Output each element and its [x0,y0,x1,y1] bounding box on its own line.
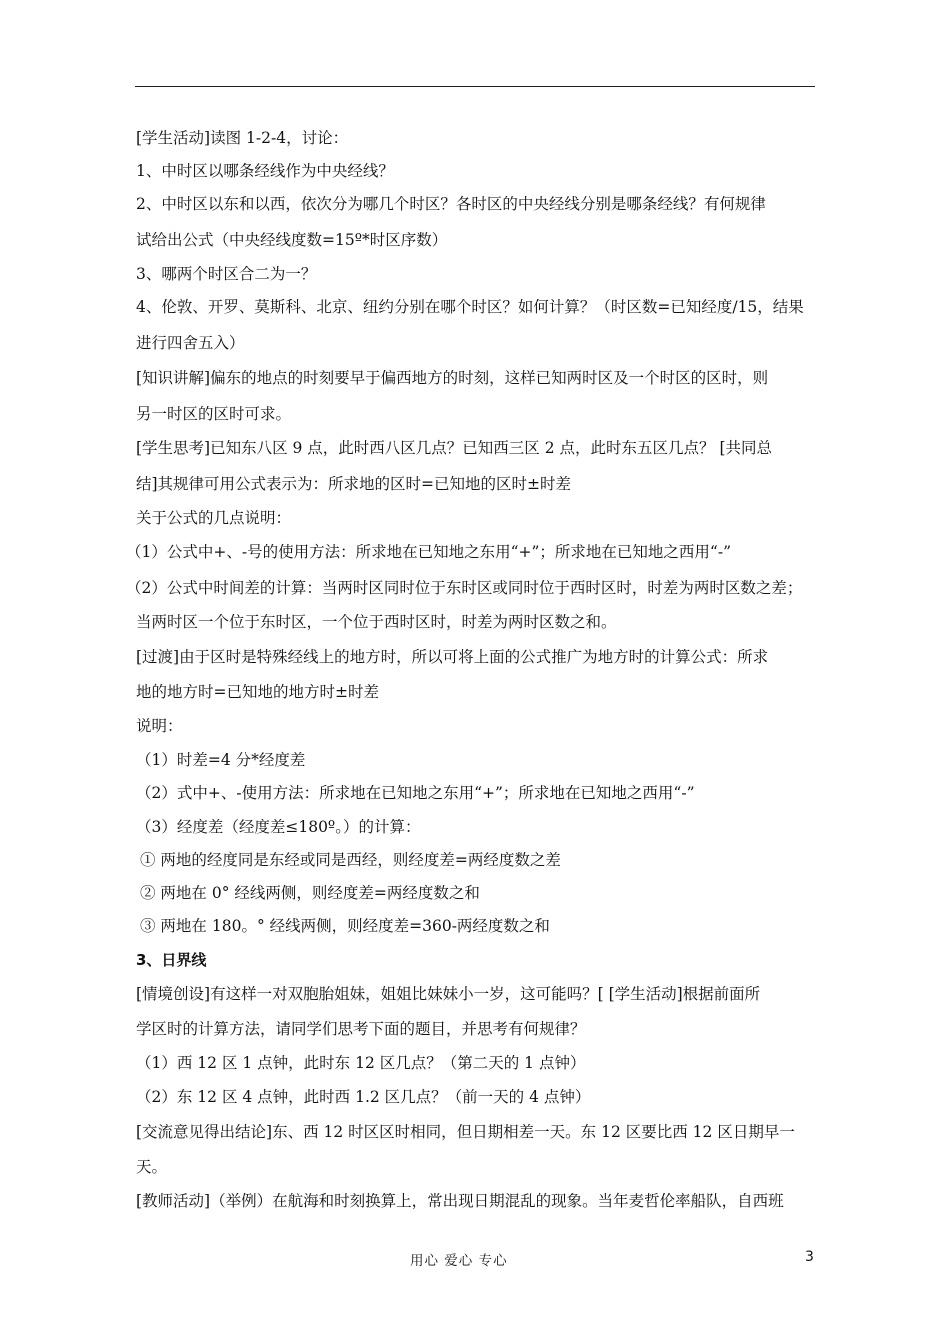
text-line: 试给出公式（中央经线度数=15º*时区序数） [136,231,448,249]
page-number: 3 [805,1249,814,1265]
text-line: [学生活动]读图 1-2-4，讨论： [136,129,349,147]
header-rule [135,86,815,87]
text-line: 当两时区一个位于东时区，一个位于西时区时，时差为两时区数之和。 [136,613,617,631]
text-line: （3）经度差（经度差≤180º。）的计算： [136,818,421,836]
text-line: 学区时的计算方法，请同学们思考下面的题目，并思考有何规律？ [136,1020,586,1038]
text-line: （1）时差=4 分*经度差 [136,751,306,769]
text-line: 4、伦敦、开罗、莫斯科、北京、纽约分别在哪个时区？如何计算？（时区数=已知经度/15，结果 [136,298,804,316]
text-line: [教师活动]（举例）在航海和时刻换算上，常出现日期混乱的现象。当年麦哲伦率船队，自西班 [136,1192,784,1210]
text-line: [过渡]由于区时是特殊经线上的地方时，所以可将上面的公式推广为地方时的计算公式：所求 [136,648,769,666]
text-line: 说明： [136,717,183,735]
text-line: 关于公式的几点说明： [136,509,292,527]
page-footer [0,1249,950,1269]
text-line: 地的地方时=已知地的地方时±时差 [136,683,379,701]
text-line: （1）公式中+、-号的使用方法：所求地在已知地之东用“+”；所求地在已知地之西用“-” [126,543,732,561]
text-line: 天。 [136,1158,168,1176]
text-line: 1、中时区以哪条经线作为中央经线？ [136,162,394,180]
text-line: 3、哪两个时区合二为一？ [136,265,317,283]
text-line: （2）东 12 区 4 点钟，此时西 1.2 区几点？（前一天的 4 点钟） [136,1088,591,1106]
text-line: [知识讲解]偏东的地点的时刻要早于偏西地方的时刻，这样已知两时区及一个时区的区时，则 [136,369,769,387]
text-line: 结]其规律可用公式表示为：所求地的区时=已知地的区时±时差 [136,475,572,493]
text-line: （1）西 12 区 1 点钟，此时东 12 区几点？（第二天的 1 点钟） [136,1054,586,1072]
text-line: ③ 两地在 180。° 经线两侧，则经度差=360-两经度数之和 [140,917,550,935]
text-line: [学生思考]已知东八区 9 点，此时西八区几点？已知西三区 2 点，此时东五区几点？ [共同总 [136,439,773,457]
text-line: 2、中时区以东和以西，依次分为哪几个时区？各时区的中央经线分别是哪条经线？有何规律 [136,195,766,213]
text-line: （2）公式中时间差的计算：当两时区同时位于东时区或同时位于西时区时，时差为两时区数之差； [126,579,803,597]
section-heading: 3、日界线 [136,951,207,969]
footer-text: 用心 爱心 专心 [410,1253,508,1269]
text-line: （2）式中+、-使用方法：所求地在已知地之东用“+”；所求地在已知地之西用“-” [136,784,695,802]
text-line: [交流意见得出结论]东、西 12 时区区时相同，但日期相差一天。东 12 区要比西 12 区日期早一 [136,1123,795,1141]
text-line: ① 两地的经度同是东经或同是西经，则经度差=两经度数之差 [140,851,561,869]
text-line: [情境创设]有这样一对双胞胎姐妹，姐姐比妹妹小一岁，这可能吗？[ [学生活动]根据前面所 [136,985,761,1003]
text-line: 另一时区的区时可求。 [136,405,292,423]
text-line: 进行四舍五入） [136,334,245,352]
text-line: ② 两地在 0° 经线两侧，则经度差=两经度数之和 [140,884,480,902]
